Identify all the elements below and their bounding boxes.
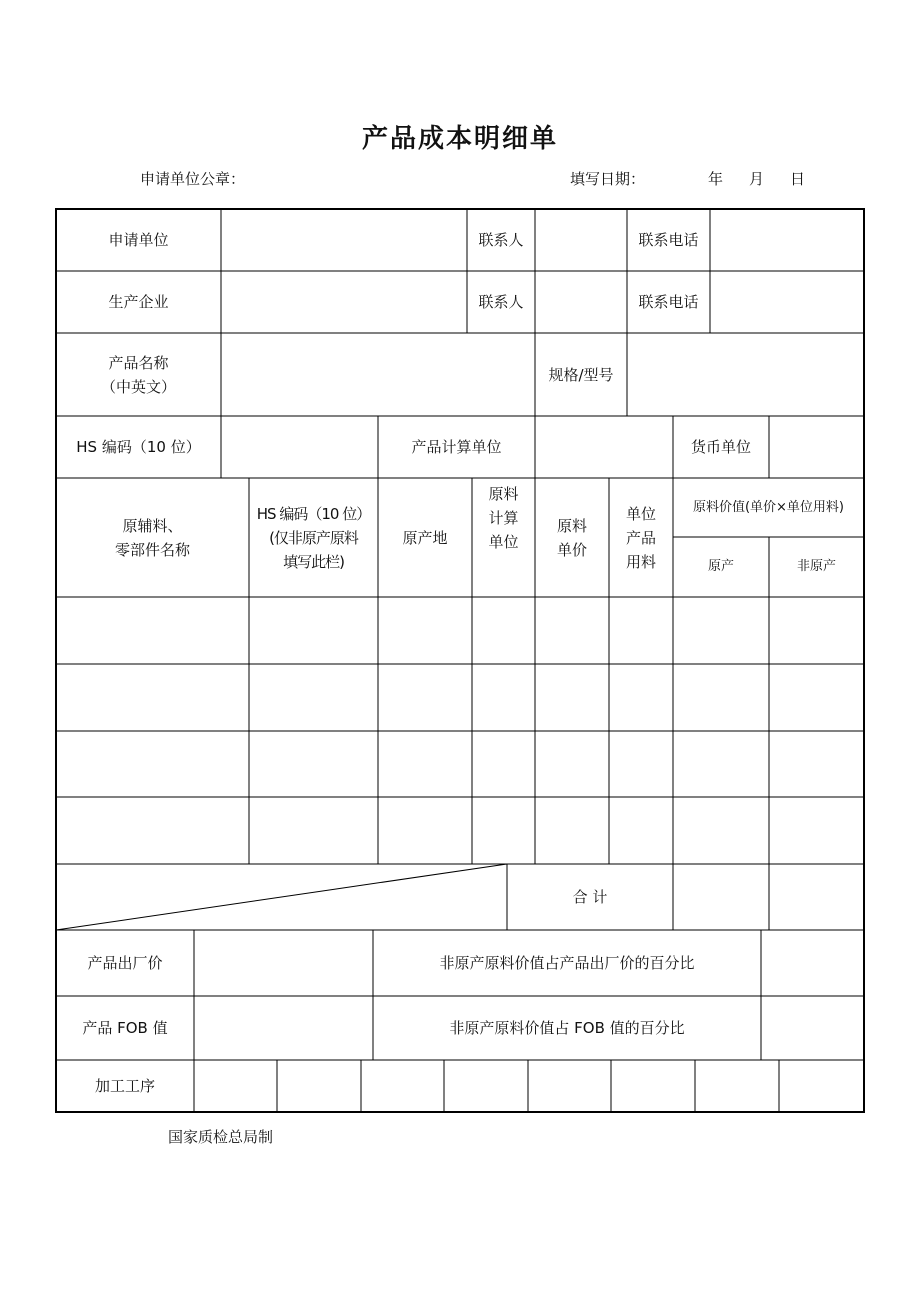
spec-model-label: 规格/型号	[548, 365, 614, 384]
applicant-field[interactable]	[222, 210, 466, 270]
non-orig-pct-fob-field[interactable]	[762, 997, 863, 1059]
month-label: 月	[749, 170, 765, 188]
applicant-contact-label: 联系人	[478, 231, 524, 249]
product-name-label: 产品名称 （中英文）	[100, 353, 176, 396]
originating-header: 原产	[707, 559, 734, 574]
process-label: 加工工序	[94, 1077, 155, 1095]
applicant-phone-label: 联系电话	[638, 231, 699, 249]
material-calc-unit-header: 原料 计算 单位	[488, 485, 519, 551]
manufacturer-label: 生产企业	[108, 293, 169, 311]
process-fields[interactable]	[195, 1061, 863, 1111]
page-title: 产品成本明细单	[361, 124, 558, 154]
calc-unit-label: 产品计算单位	[411, 438, 502, 456]
applicant-label: 申请单位	[108, 231, 169, 249]
material-name-header: 原辅料、 零部件名称	[114, 516, 190, 559]
spec-model-field[interactable]	[628, 334, 863, 415]
ex-factory-price-label: 产品出厂价	[87, 954, 163, 972]
total-originating-field[interactable]	[674, 865, 768, 929]
manufacturer-phone-label: 联系电话	[638, 293, 699, 311]
per-unit-usage-header: 单位 产品 用料	[625, 504, 656, 571]
currency-unit-label: 货币单位	[690, 438, 751, 456]
non-originating-header: 非原产	[796, 559, 836, 574]
non-orig-pct-fob-label: 非原产原料价值占 FOB 值的百分比	[449, 1019, 685, 1037]
applicant-contact-field[interactable]	[536, 210, 626, 270]
origin-header: 原产地	[402, 528, 448, 547]
manufacturer-contact-label: 联系人	[478, 293, 524, 311]
fob-value-field[interactable]	[195, 997, 372, 1059]
day-label: 日	[790, 170, 806, 188]
material-hs-header: HS 编码（10 位） (仅非原产原料 填写此栏)	[256, 504, 371, 571]
total-label: 合 计	[572, 888, 608, 906]
material-row[interactable]	[57, 598, 863, 663]
product-name-field[interactable]	[222, 334, 534, 415]
fob-value-label: 产品 FOB 值	[82, 1019, 168, 1037]
hs-code-field[interactable]	[222, 417, 377, 477]
manufacturer-contact-field[interactable]	[536, 272, 626, 332]
material-value-header: 原料价值(单价×单位用料)	[692, 499, 845, 515]
footer-issuer: 国家质检总局制	[168, 1128, 274, 1146]
calc-unit-field[interactable]	[536, 417, 672, 477]
currency-unit-field[interactable]	[770, 417, 863, 477]
material-row[interactable]	[57, 798, 863, 863]
material-row[interactable]	[57, 732, 863, 796]
material-unit-price-header: 原料 单价	[556, 516, 587, 559]
fill-date-label: 填写日期：	[570, 170, 646, 188]
manufacturer-phone-field[interactable]	[711, 272, 863, 332]
ex-factory-price-field[interactable]	[195, 931, 372, 995]
non-orig-pct-ex-factory-label: 非原产原料价值占产品出厂价的百分比	[439, 954, 695, 972]
year-label: 年	[708, 170, 724, 188]
applicant-seal-label: 申请单位公章：	[140, 170, 246, 188]
total-non-originating-field[interactable]	[770, 865, 863, 929]
manufacturer-field[interactable]	[222, 272, 466, 332]
non-orig-pct-ex-factory-field[interactable]	[762, 931, 863, 995]
applicant-phone-field[interactable]	[711, 210, 863, 270]
material-row[interactable]	[57, 665, 863, 730]
hs-code-label: HS 编码（10 位）	[76, 438, 201, 456]
